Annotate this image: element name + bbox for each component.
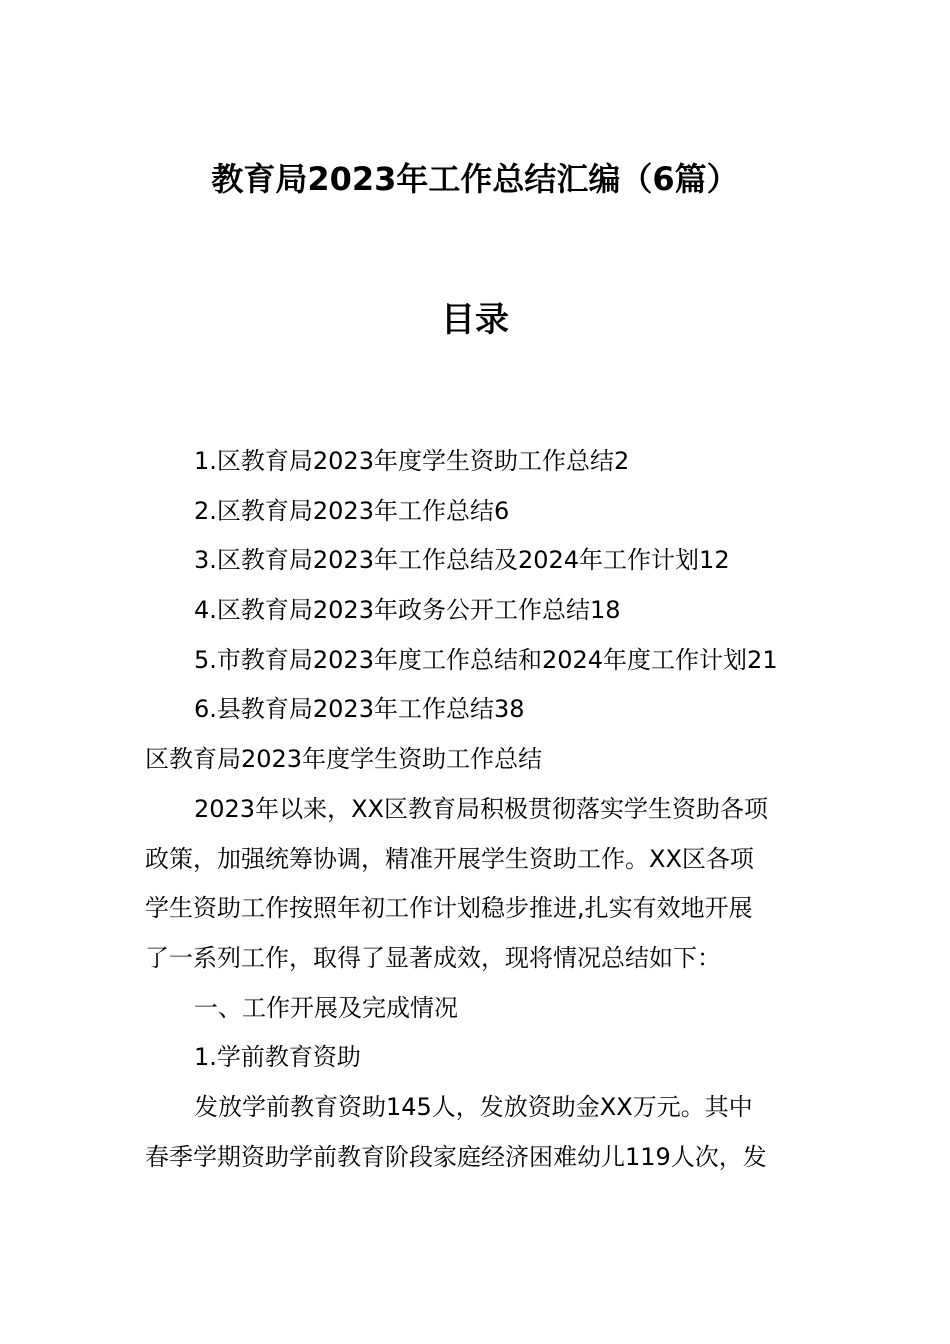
paragraph-line: 政策，加强统筹协调，精准开展学生资助工作。XX区各项: [145, 845, 754, 873]
toc-item[interactable]: 5.市教育局2023年度工作总结和2024年度工作计划21: [194, 646, 778, 674]
paragraph-line: 春季学期资助学前教育阶段家庭经济困难幼儿119人次，发: [145, 1143, 767, 1171]
toc-item[interactable]: 2.区教育局2023年工作总结6: [194, 497, 510, 525]
section-heading: 一、工作开展及完成情况: [194, 994, 458, 1022]
toc-item[interactable]: 6.县教育局2023年工作总结38: [194, 695, 525, 723]
paragraph-line: 了一系列工作，取得了显著成效，现将情况总结如下：: [145, 944, 721, 972]
paragraph-line: 学生资助工作按照年初工作计划稳步推进,扎实有效地开展: [145, 894, 753, 922]
subsection-heading: 1.学前教育资助: [194, 1043, 361, 1071]
toc-item[interactable]: 4.区教育局2023年政务公开工作总结18: [194, 596, 621, 624]
toc-item[interactable]: 3.区教育局2023年工作总结及2024年工作计划12: [194, 546, 730, 574]
section-title: 区教育局2023年度学生资助工作总结: [145, 745, 543, 773]
paragraph-line: 2023年以来，XX区教育局积极贯彻落实学生资助各项: [194, 795, 768, 823]
toc-heading: 目录: [441, 300, 509, 340]
document-title: 教育局2023年工作总结汇编（6篇）: [211, 160, 739, 198]
paragraph-line: 发放学前教育资助145人，发放资助金XX万元。其中: [194, 1093, 753, 1121]
toc-item[interactable]: 1.区教育局2023年度学生资助工作总结2: [194, 447, 630, 475]
